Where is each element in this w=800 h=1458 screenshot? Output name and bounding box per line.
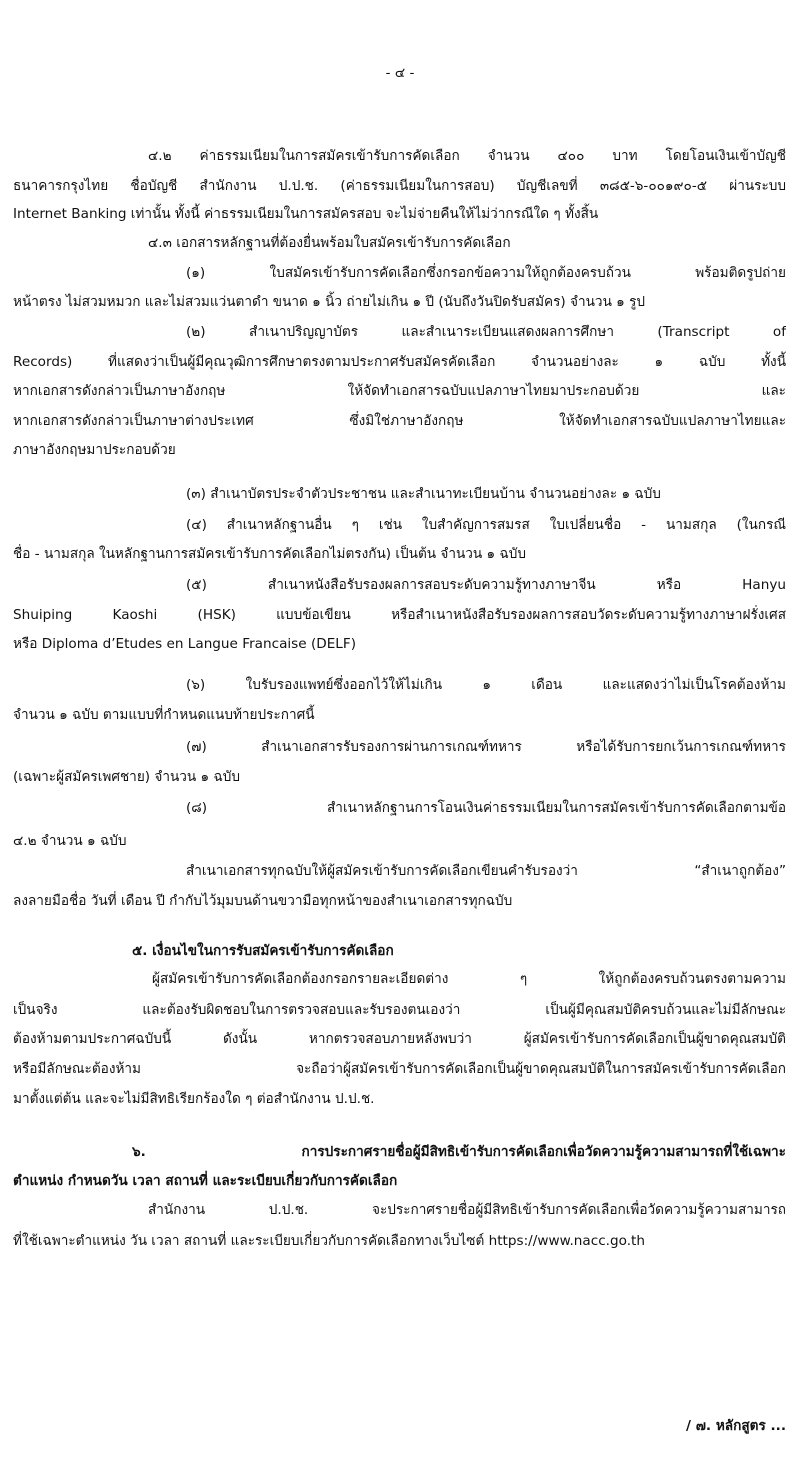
- document-item-6: จำนวน ๑ ฉบับ ตามแบบที่กำหนดแนบท้ายประกาศนี้: [13, 707, 315, 723]
- document-item-2: Records) ที่แสดงว่าเป็นผู้มีคุณวุฒิการศึกษาตรงตามประกาศรับสมัครคัดเลือก จำนวนอย่างละ ๑ ฉบับ ทั้งนี้: [13, 354, 786, 370]
- section-5-line: มาตั้งแต่ต้น และจะไม่มีสิทธิเรียกร้องใด ๆ ต่อสำนักงาน ป.ป.ช.: [13, 1091, 375, 1107]
- document-item-5: หรือ Diploma d’Etudes en Langue Francaise (DELF): [13, 636, 357, 652]
- section-6-heading: ตำแหน่ง กำหนดวัน เวลา สถานที่ และระเบียบเกี่ยวกับการคัดเลือก: [13, 1173, 398, 1189]
- document-item-3: (๓) สำเนาบัตรประจำตัวประชาชน และสำเนาทะเบียนบ้าน จำนวนอย่างละ ๑ ฉบับ: [186, 486, 661, 502]
- section-6-heading: ๖. การประกาศรายชื่อผู้มีสิทธิเข้ารับการคัดเลือกเพื่อวัดความรู้ความสามารถที่ใช้เฉพาะ: [132, 1144, 786, 1160]
- document-item-8: ๔.๒ จำนวน ๑ ฉบับ: [13, 833, 127, 849]
- document-item-7: (เฉพาะผู้สมัครเพศชาย) จำนวน ๑ ฉบับ: [13, 769, 241, 785]
- section-4-3-heading: ๔.๓ เอกสารหลักฐานที่ต้องยื่นพร้อมใบสมัครเข้ารับการคัดเลือก: [148, 235, 511, 251]
- section-6-line: สำนักงาน ป.ป.ช. จะประกาศรายชื่อผู้มีสิทธิเข้ารับการคัดเลือกเพื่อวัดความรู้ความสามารถ: [148, 1202, 786, 1218]
- document-item-4: ชื่อ - นามสกุล ในหลักฐานการสมัครเข้ารับการคัดเลือกไม่ตรงกัน) เป็นต้น จำนวน ๑ ฉบับ: [13, 546, 526, 562]
- section-5-line: หรือมีลักษณะต้องห้าม จะถือว่าผู้สมัครเข้ารับการคัดเลือกเป็นผู้ขาดคุณสมบัติในการสมัครเข้ารับการคัดเลือก: [13, 1061, 786, 1077]
- document-item-6: (๖) ใบรับรองแพทย์ซึ่งออกไว้ให้ไม่เกิน ๑ เดือน และแสดงว่าไม่เป็นโรคต้องห้าม: [186, 677, 786, 693]
- document-item-1: (๑) ใบสมัครเข้ารับการคัดเลือกซึ่งกรอกข้อความให้ถูกต้องครบถ้วน พร้อมติดรูปถ่าย: [186, 265, 786, 281]
- section-5-line: ต้องห้ามตามประกาศฉบับนี้ ดังนั้น หากตรวจสอบภายหลังพบว่า ผู้สมัครเข้ารับการคัดเลือกเป็นผู้ขาดคุณสมบัติ: [13, 1031, 786, 1047]
- certify-note: สำเนาเอกสารทุกฉบับให้ผู้สมัครเข้ารับการคัดเลือกเขียนคำรับรองว่า “สำเนาถูกต้อง”: [186, 863, 786, 879]
- section-5-heading: ๕. เงื่อนไขในการรับสมัครเข้ารับการคัดเลือก: [132, 943, 394, 959]
- section-4-2-line: ธนาคารกรุงไทย ชื่อบัญชี สำนักงาน ป.ป.ช. (ค่าธรรมเนียมในการสอบ) บัญชีเลขที่ ๓๘๕-๖-๐๐๑๙๐-๕ ผ่านระบบ: [13, 178, 786, 194]
- certify-note: ลงลายมือชื่อ วันที่ เดือน ปี กำกับไว้มุมบนด้านขวามือทุกหน้าของสำเนาเอกสารทุกฉบับ: [13, 893, 513, 909]
- continuation-footer: / ๗. หลักสูตร ...: [686, 1418, 786, 1434]
- document-item-1: หน้าตรง ไม่สวมหมวก และไม่สวมแว่นตาดำ ขนาด ๑ นิ้ว ถ่ายไม่เกิน ๑ ปี (นับถึงวันปิดรับสมัคร) จำนวน ๑ รูป: [13, 294, 646, 310]
- document-item-2: (๒) สำเนาปริญญาบัตร และสำเนาระเบียนแสดงผลการศึกษา (Transcript of: [186, 324, 786, 340]
- document-item-8: (๘) สำเนาหลักฐานการโอนเงินค่าธรรมเนียมในการสมัครเข้ารับการคัดเลือกตามข้อ: [186, 800, 786, 816]
- section-4-2-line: Internet Banking เท่านั้น ทั้งนี้ ค่าธรรมเนียมในการสมัครสอบ จะไม่จ่ายคืนให้ไม่ว่ากรณีใด ๆ ทั้งสิ้น: [13, 206, 599, 222]
- document-item-5: Shuiping Kaoshi (HSK) แบบข้อเขียน หรือสำเนาหนังสือรับรองผลการสอบวัดระดับความรู้ทางภาษาฝรั่งเศส: [13, 607, 786, 623]
- section-5-line: เป็นจริง และต้องรับผิดชอบในการตรวจสอบและรับรองตนเองว่า เป็นผู้มีคุณสมบัติครบถ้วนและไม่มีลักษณะ: [13, 1002, 786, 1018]
- document-item-7: (๗) สำเนาเอกสารรับรองการผ่านการเกณฑ์ทหาร หรือได้รับการยกเว้นการเกณฑ์ทหาร: [186, 739, 786, 755]
- document-item-5: (๕) สำเนาหนังสือรับรองผลการสอบระดับความรู้ทางภาษาจีน หรือ Hanyu: [186, 577, 786, 593]
- section-5-line: ผู้สมัครเข้ารับการคัดเลือกต้องกรอกรายละเอียดต่าง ๆ ให้ถูกต้องครบถ้วนตรงตามความ: [152, 971, 786, 987]
- section-4-2-line: ๔.๒ ค่าธรรมเนียมในการสมัครเข้ารับการคัดเลือก จำนวน ๔๐๐ บาท โดยโอนเงินเข้าบัญชี: [148, 148, 786, 164]
- document-item-2: หากเอกสารดังกล่าวเป็นภาษาต่างประเทศ ซึ่งมิใช่ภาษาอังกฤษ ให้จัดทำเอกสารฉบับแปลภาษาไทยและ: [13, 413, 786, 429]
- document-item-4: (๔) สำเนาหลักฐานอื่น ๆ เช่น ใบสำคัญการสมรส ใบเปลี่ยนชื่อ - นามสกุล (ในกรณี: [186, 517, 786, 533]
- document-item-2: หากเอกสารดังกล่าวเป็นภาษาอังกฤษ ให้จัดทำเอกสารฉบับแปลภาษาไทยมาประกอบด้วย และ: [13, 383, 786, 399]
- document-item-2: ภาษาอังกฤษมาประกอบด้วย: [13, 442, 176, 458]
- section-6-line: ที่ใช้เฉพาะตำแหน่ง วัน เวลา สถานที่ และระเบียบเกี่ยวกับการคัดเลือกทางเว็บไซต์ https://www.nacc.go.th: [13, 1233, 645, 1249]
- page-number: - ๔ -: [385, 65, 415, 81]
